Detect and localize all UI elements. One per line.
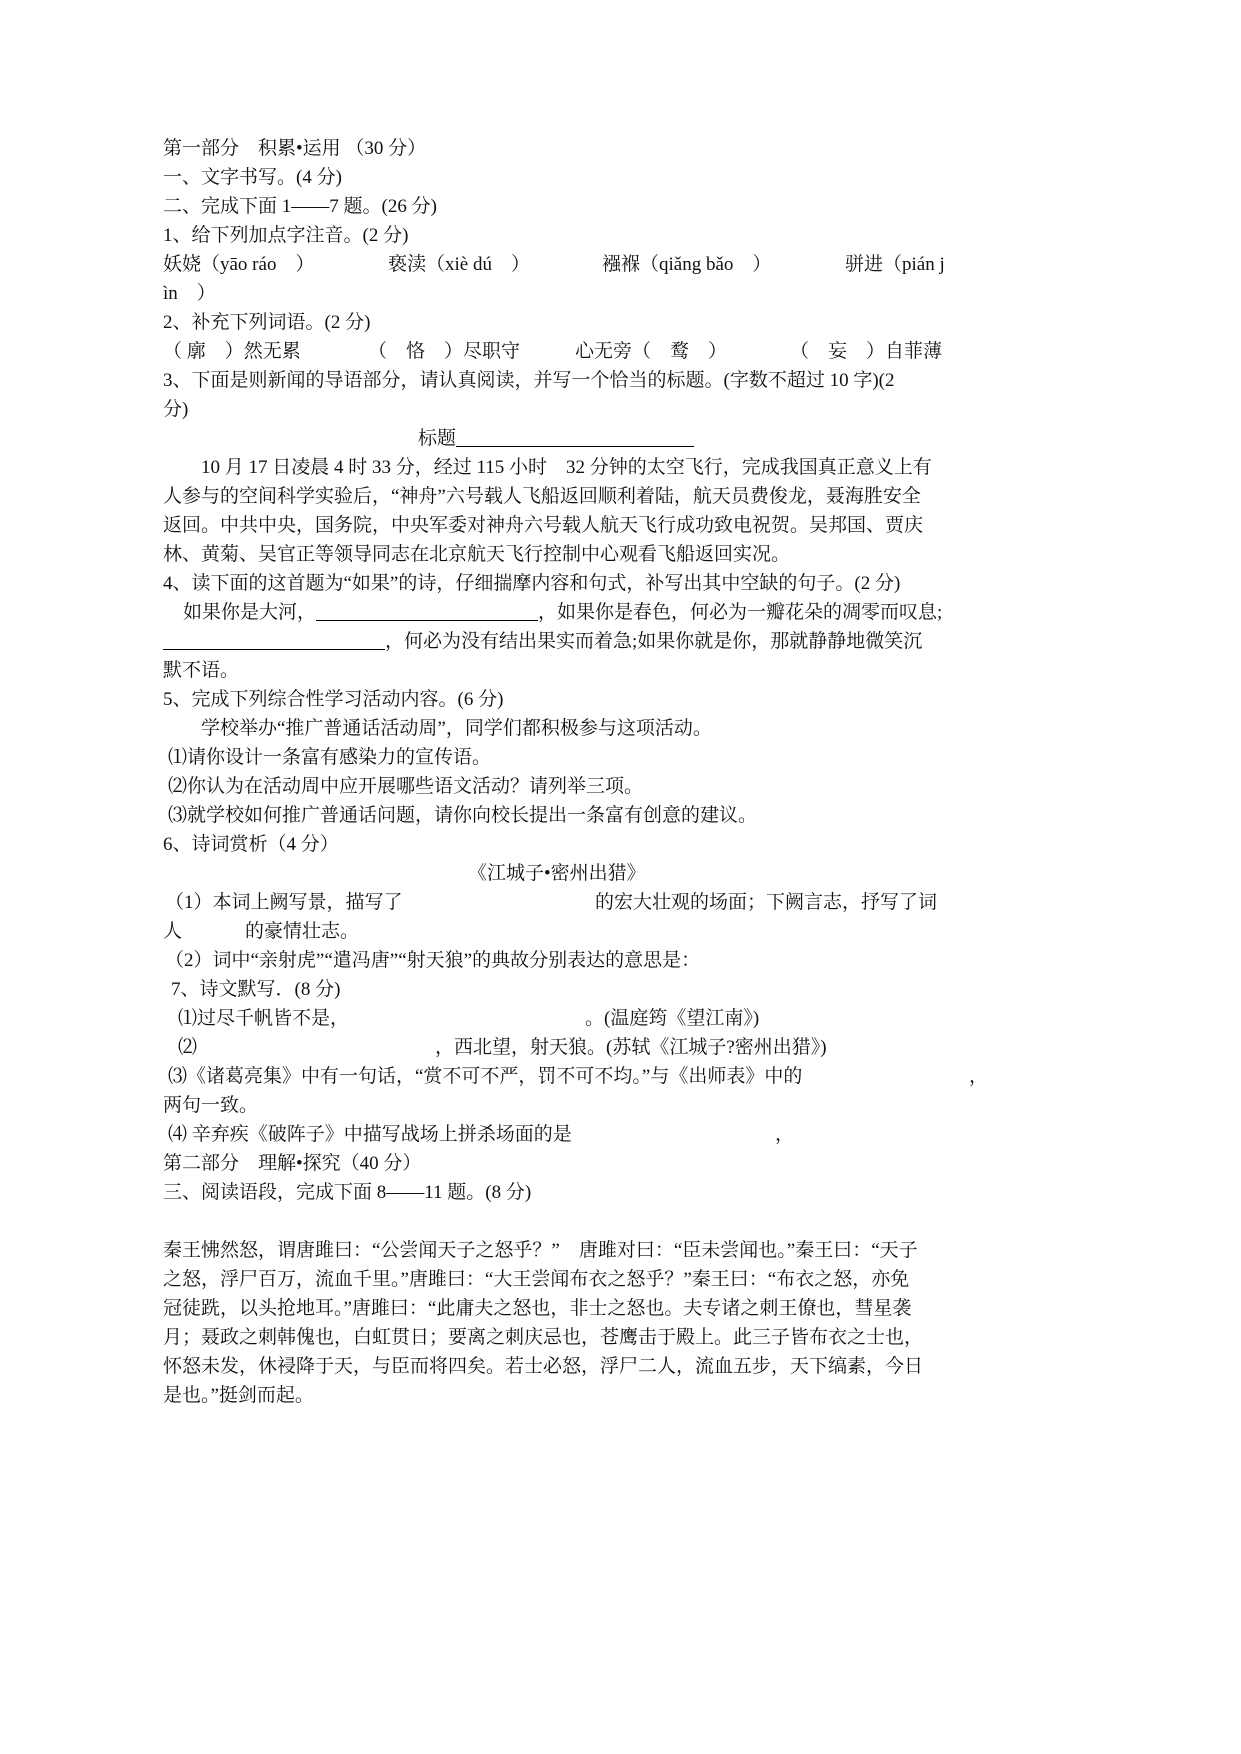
q3-prompt-line2: 分) [163, 399, 189, 420]
section-writing: 一、文字书写。(4 分) [163, 167, 342, 188]
passage-line: 冠徒跣，以头抢地耳。”唐雎曰：“此庸夫之怒也，非士之怒也。夫专诸之刺王僚也，彗星袭 [163, 1298, 912, 1319]
q3-title-blank [456, 426, 694, 447]
q5-task: ⑶就学校如何推广普通话问题，请你向校长提出一条富有创意的建议。 [168, 805, 758, 826]
news-line: 10 月 17 日凌晨 4 时 33 分，经过 115 小时 32 分钟的太空飞行，完成我国真正意义上有 [201, 457, 932, 478]
q5-task: ⑴请你设计一条富有感染力的宣传语。 [168, 747, 492, 768]
q5-prompt: 5、完成下列综合性学习活动内容。(6 分) [163, 689, 504, 710]
q4-line2-end: ，何必为没有结出果实而着急;如果你就是你，那就静静地微笑沉 [385, 631, 923, 652]
q3-title-label: 标题 [418, 428, 457, 449]
q6-sub1-start: （1）本词上阙写景，描写了 [165, 892, 403, 913]
q7-item1-row [163, 1004, 993, 1033]
passage-line: 怀怒未发，休祲降于天，与臣而将四矣。若士必怒，浮尸二人，流血五步，天下缟素，今日 [163, 1356, 924, 1377]
q7-item2-end: ，西北望，射天狼。(苏轼《江城子?密州出猎》) [435, 1037, 827, 1058]
section-questions: 二、完成下面 1——7 题。(26 分) [163, 196, 437, 217]
passage-line: 月；聂政之刺韩傀也，白虹贯日；要离之刺庆忌也，苍鹰击于殿上。此三子皆布衣之士也， [163, 1327, 924, 1348]
q6-sub1-line2-start: 人 [163, 921, 183, 942]
q7-item3-row [163, 1062, 993, 1091]
q1-item: 骈进（pián j [845, 254, 945, 275]
q6-sub1-row [163, 888, 993, 917]
q2-item: （ 妄 ）自菲薄 [790, 341, 943, 362]
q4-line1-end: ，如果你是春色，何必为一瓣花朵的凋零而叹息; [538, 602, 943, 623]
q7-item3-start: ⑶《诸葛亮集》中有一句话，“赏不可不严，罚不可不均。”与《出师表》中的 [168, 1066, 803, 1087]
q7-item1-end: 。(温庭筠《望江南》) [585, 1008, 760, 1029]
q1-continuation: ìn ） [163, 283, 216, 304]
passage-line: 之怒，浮尸百万，流血千里。”唐雎曰：“大王尝闻布衣之怒乎？”秦王曰：“布衣之怒，亦免 [163, 1269, 910, 1290]
q3-prompt-line1: 3、下面是则新闻的导语部分，请认真阅读，并写一个恰当的标题。(字数不超过 10 字)(2 [163, 370, 895, 391]
q4-line1-start: 如果你是大河， [183, 602, 317, 623]
q4-poem-line3: 默不语。 [163, 660, 240, 681]
q7-item4-start: ⑷ 辛弃疾《破阵子》中描写战场上拼杀场面的是 [168, 1124, 572, 1145]
q7-item1-start: ⑴过尽千帆皆不是， [178, 1008, 350, 1029]
q1-item: 妖娆（yāo ráo ） [163, 254, 315, 275]
q7-item4-row [163, 1120, 993, 1149]
q6-sub1-line2-end: 的豪情壮志。 [245, 921, 360, 942]
q7-item2-row [163, 1033, 993, 1062]
q6-sub1-row2 [163, 917, 993, 946]
q5-intro: 学校举办“推广普通话活动周”，同学们都积极参与这项活动。 [201, 718, 712, 739]
q2-item: 心无旁（ 鹜 ） [575, 341, 728, 362]
passage-line: 秦王怫然怒，谓唐雎曰：“公尝闻天子之怒乎？” 唐雎对曰：“臣未尝闻也。”秦王曰：“天子 [163, 1240, 918, 1261]
q4-poem-line1 [163, 598, 993, 627]
q4-blank-2 [163, 629, 385, 650]
spacer [163, 1207, 993, 1236]
passage-line: 是也。”挺剑而起。 [163, 1385, 314, 1406]
q6-sub2: （2）词中“亲射虎”“遣冯唐”“射天狼”的典故分别表达的意思是： [165, 950, 701, 971]
q3-title-row [163, 424, 993, 453]
q7-item3-end: ， [969, 1066, 989, 1087]
part1-heading: 第一部分 积累•运用 （30 分） [163, 138, 427, 159]
news-line: 林、黄菊、吴官正等领导同志在北京航天飞行控制中心观看飞船返回实况。 [163, 544, 791, 565]
q2-item: （ 廓 ）然无累 [163, 341, 301, 362]
q4-prompt: 4、读下面的这首题为“如果”的诗，仔细揣摩内容和句式，补写出其中空缺的句子。(2 分) [163, 573, 901, 594]
q2-items-row [163, 337, 993, 366]
q1-items-row [163, 250, 993, 279]
news-line: 返回。中共中央，国务院，中央军委对神舟六号载人航天飞行成功致电祝贺。吴邦国、贾庆 [163, 515, 924, 536]
q2-prompt: 2、补充下列词语。(2 分) [163, 312, 371, 333]
q5-task: ⑵你认为在活动周中应开展哪些语文活动？请列举三项。 [168, 776, 644, 797]
q6-sub1-end: 的宏大壮观的场面；下阙言志，抒写了词 [595, 892, 938, 913]
q7-item4-end: ， [775, 1124, 795, 1145]
q4-poem-line2 [163, 627, 993, 656]
q1-prompt: 1、给下列加点字注音。(2 分) [163, 225, 409, 246]
q1-item: 亵渎（xiè dú ） [388, 254, 530, 275]
q7-prompt: 7、诗文默写．(8 分) [171, 979, 341, 1000]
part2-section: 三、阅读语段，完成下面 8——11 题。(8 分) [163, 1182, 532, 1203]
news-line: 人参与的空间科学实验后，“神舟”六号载人飞船返回顺利着陆，航天员费俊龙，聂海胜安全 [163, 486, 921, 507]
exam-content [163, 134, 993, 1410]
q7-item2-start: ⑵ [178, 1037, 198, 1058]
part2-heading: 第二部分 理解•探究（40 分） [163, 1153, 422, 1174]
q1-item: 襁褓（qiǎng bǎo ） [602, 254, 772, 275]
q2-item: （ 恪 ）尽职守 [368, 341, 521, 362]
q6-poem-title: 《江城子•密州出猎》 [468, 863, 646, 884]
q4-blank-1 [316, 600, 538, 621]
q6-prompt: 6、诗词赏析（4 分） [163, 834, 339, 855]
q7-item3-line2: 两句一致。 [163, 1095, 259, 1116]
